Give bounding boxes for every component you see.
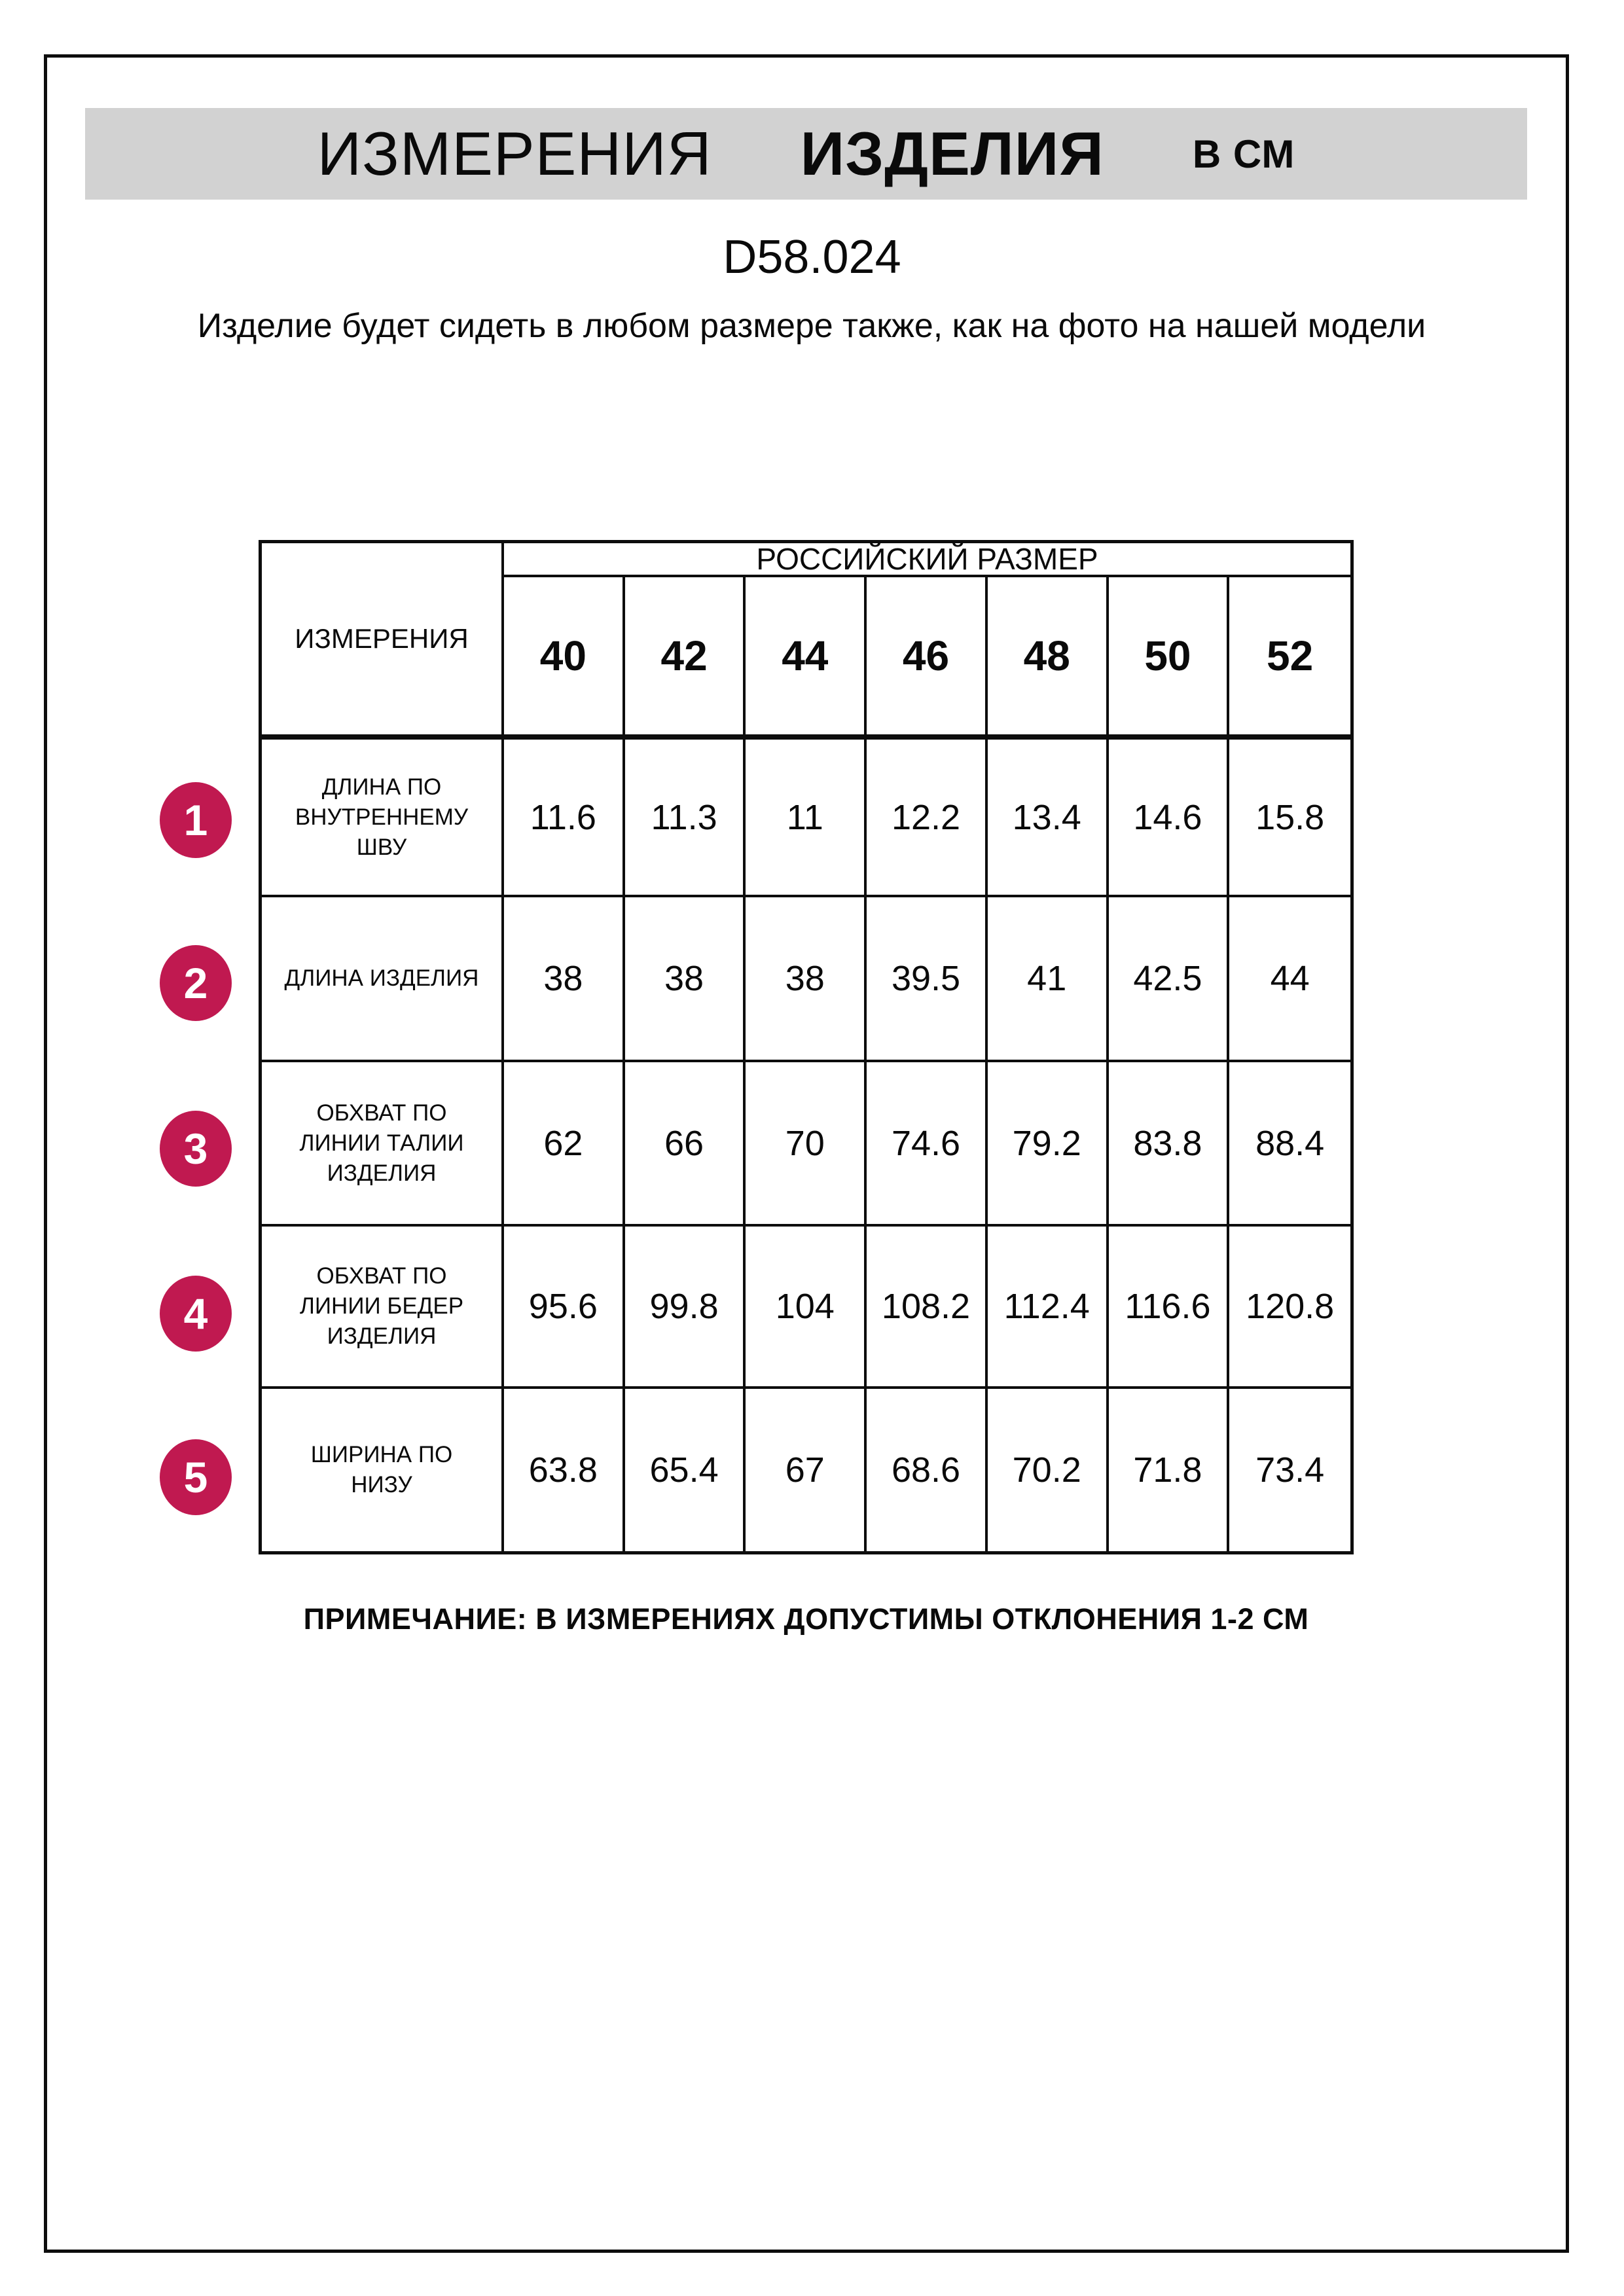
value-cell: 62 bbox=[504, 1062, 625, 1227]
title-word-izmereniya: ИЗМЕРЕНИЯ bbox=[317, 119, 712, 188]
value-cell: 38 bbox=[504, 897, 625, 1062]
row-number-badge bbox=[160, 1439, 232, 1515]
size-column-header: 44 bbox=[746, 577, 867, 740]
fit-subtitle: Изделие будет сидеть в любом размере также, как на фото на нашей модели bbox=[197, 307, 1426, 345]
value-cell: 11.3 bbox=[625, 740, 746, 897]
value-cell: 120.8 bbox=[1229, 1227, 1350, 1389]
row-number: 4 bbox=[183, 1289, 208, 1338]
value-cell: 88.4 bbox=[1229, 1062, 1350, 1227]
row-number: 3 bbox=[183, 1124, 208, 1173]
size-group-header: РОССИЙСКИЙ РАЗМЕР bbox=[504, 543, 1350, 577]
product-code: D58.024 bbox=[723, 231, 901, 283]
row-number: 5 bbox=[183, 1453, 208, 1501]
row-number-badge bbox=[160, 782, 232, 858]
row-label: ШИРИНА ПО НИЗУ bbox=[262, 1389, 504, 1551]
value-cell: 38 bbox=[746, 897, 867, 1062]
value-cell: 65.4 bbox=[625, 1389, 746, 1551]
title-bar bbox=[85, 108, 1527, 200]
size-column-header: 42 bbox=[625, 577, 746, 740]
title-unit-cm: В СМ bbox=[1192, 132, 1295, 176]
value-cell: 44 bbox=[1229, 897, 1350, 1062]
value-cell: 79.2 bbox=[988, 1062, 1109, 1227]
row-number: 2 bbox=[183, 959, 208, 1007]
value-cell: 74.6 bbox=[867, 1062, 988, 1227]
size-column-header: 52 bbox=[1229, 577, 1350, 740]
value-cell: 95.6 bbox=[504, 1227, 625, 1389]
size-column-header: 50 bbox=[1109, 577, 1230, 740]
value-cell: 112.4 bbox=[988, 1227, 1109, 1389]
size-column-header: 46 bbox=[867, 577, 988, 740]
measurements-table bbox=[259, 540, 1354, 1554]
value-cell: 39.5 bbox=[867, 897, 988, 1062]
value-cell: 42.5 bbox=[1109, 897, 1230, 1062]
value-cell: 13.4 bbox=[988, 740, 1109, 897]
value-cell: 83.8 bbox=[1109, 1062, 1230, 1227]
row-number-badge bbox=[160, 1111, 232, 1187]
value-cell: 63.8 bbox=[504, 1389, 625, 1551]
value-cell: 67 bbox=[746, 1389, 867, 1551]
value-cell: 12.2 bbox=[867, 740, 988, 897]
value-cell: 70.2 bbox=[988, 1389, 1109, 1551]
row-label: ОБХВАТ ПО ЛИНИИ БЕДЕР ИЗДЕЛИЯ bbox=[262, 1227, 504, 1389]
value-cell: 116.6 bbox=[1109, 1227, 1230, 1389]
value-cell: 71.8 bbox=[1109, 1389, 1230, 1551]
note-text: ПРИМЕЧАНИЕ: В ИЗМЕРЕНИЯХ ДОПУСТИМЫ ОТКЛОНЕНИЯ 1-2 СМ bbox=[303, 1602, 1309, 1636]
size-column-header: 40 bbox=[504, 577, 625, 740]
value-cell: 99.8 bbox=[625, 1227, 746, 1389]
value-cell: 73.4 bbox=[1255, 1450, 1325, 1490]
row-number-badge bbox=[160, 945, 232, 1021]
value-cell: 66 bbox=[625, 1062, 746, 1227]
value-cell: 108.2 bbox=[867, 1227, 988, 1389]
value-cell: 38 bbox=[625, 897, 746, 1062]
value-cell: 70 bbox=[746, 1062, 867, 1227]
value-cell: 15.8 bbox=[1229, 740, 1350, 897]
row-label: ДЛИНА ПО ВНУТРЕННЕМУ ШВУ bbox=[262, 740, 504, 897]
table-corner-header: ИЗМЕРЕНИЯ bbox=[262, 543, 504, 740]
row-number-badge bbox=[160, 1276, 232, 1352]
value-cell: 11.6 bbox=[504, 740, 625, 897]
value-cell: 104 bbox=[746, 1227, 867, 1389]
value-cell: 41 bbox=[988, 897, 1109, 1062]
value-cell: 68.6 bbox=[867, 1389, 988, 1551]
title-word-izdeliya: ИЗДЕЛИЯ bbox=[800, 119, 1104, 188]
value-cell: 14.6 bbox=[1109, 740, 1230, 897]
row-label: ДЛИНА ИЗДЕЛИЯ bbox=[262, 897, 504, 1062]
row-label: ОБХВАТ ПО ЛИНИИ ТАЛИИ ИЗДЕЛИЯ bbox=[262, 1062, 504, 1227]
value-cell: 11 bbox=[746, 740, 867, 897]
size-column-header: 48 bbox=[988, 577, 1109, 740]
row-number: 1 bbox=[183, 796, 208, 844]
